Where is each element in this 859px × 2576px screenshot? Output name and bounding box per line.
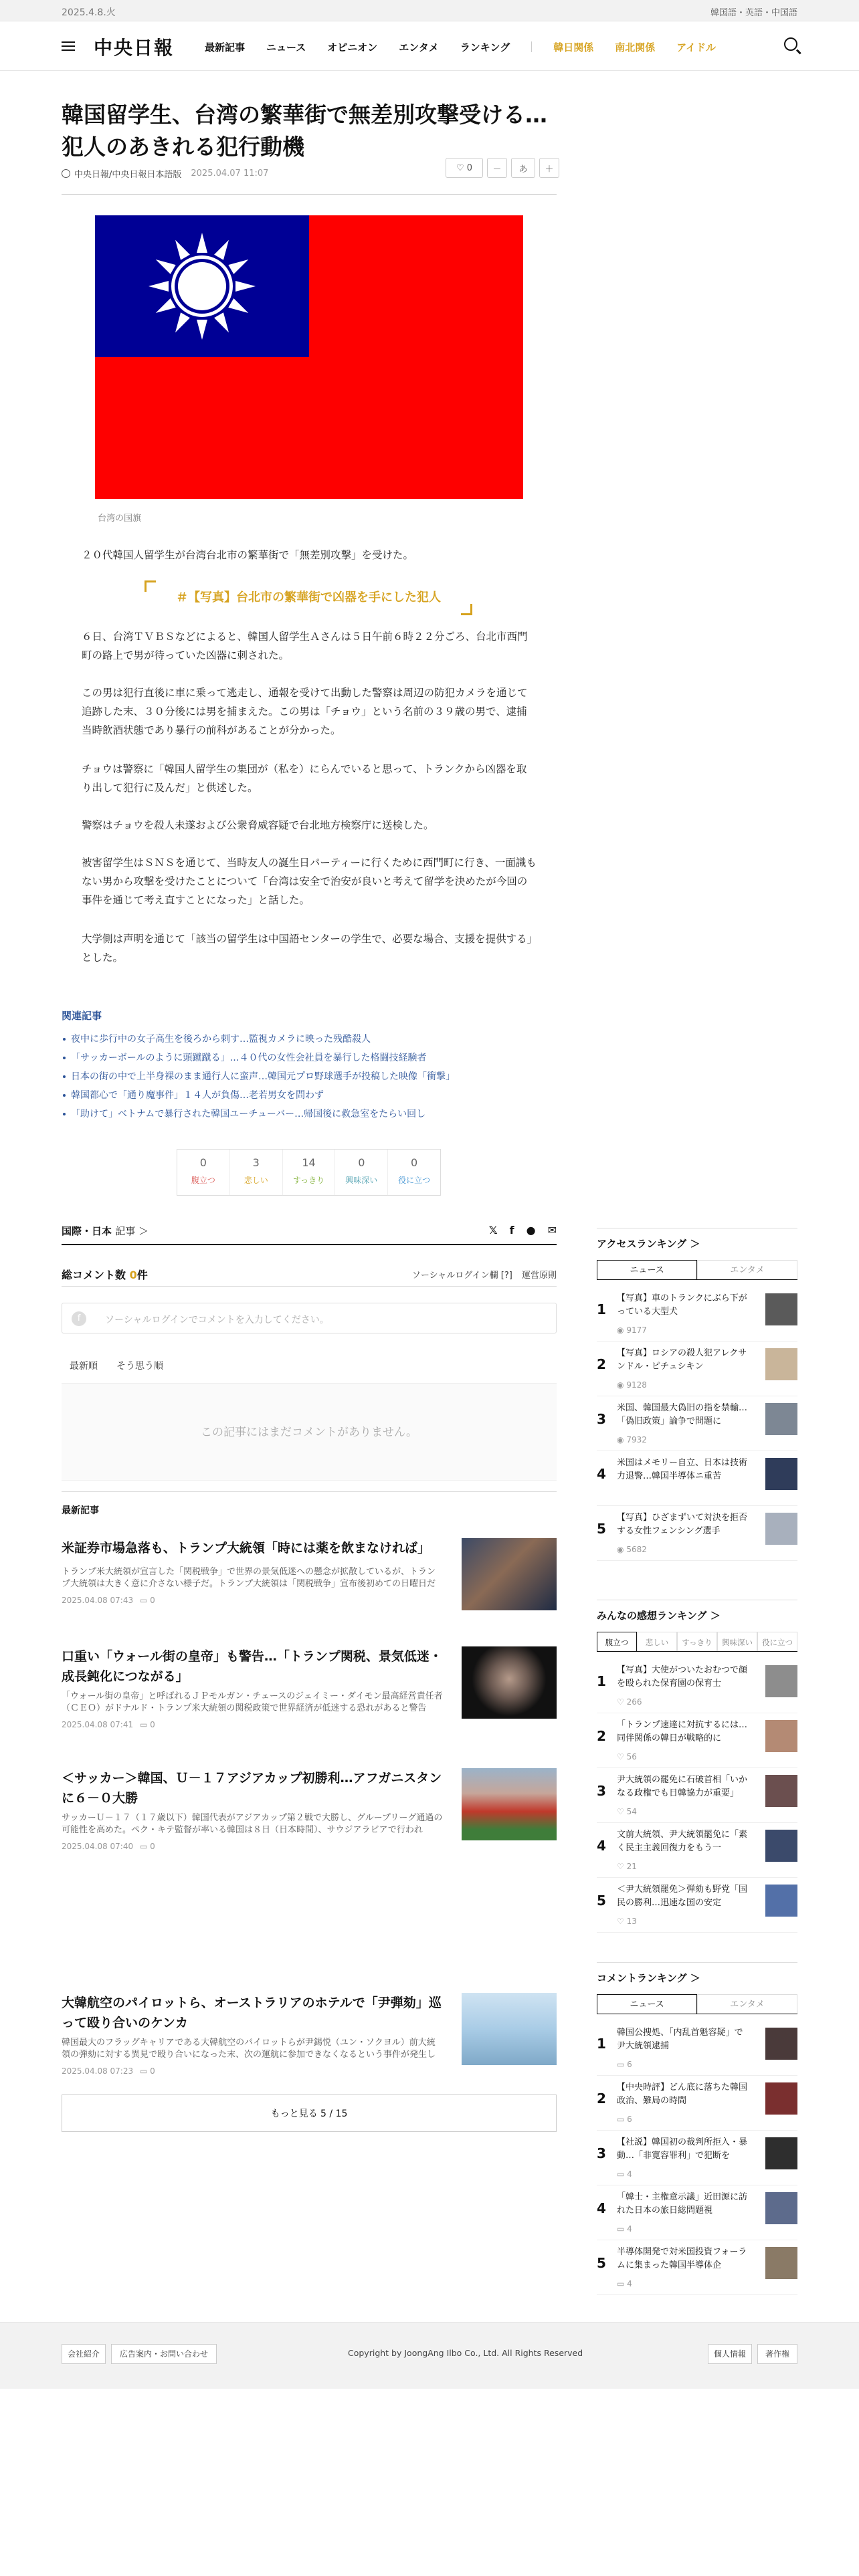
comments-empty-message: この記事にはまだコメントがありません。 [62, 1383, 557, 1481]
footer-ads-link[interactable]: 広告案内・お問い合わせ [111, 2344, 217, 2364]
latest-divider [62, 1491, 557, 1492]
nav-entertainment[interactable]: エンタメ [399, 41, 439, 53]
heart-icon: ♡ [617, 1752, 624, 1761]
rank-number: 3 [597, 1411, 606, 1427]
rank-number: 1 [597, 1301, 606, 1317]
reaction-label: 役に立つ [398, 1176, 431, 1185]
comment-icon: ▭ [139, 1720, 148, 1729]
related-link[interactable]: 「サッカーボールのように頭蹴蹴る」…４０代の女性会社員を暴行した格闘技経験者 [62, 1049, 557, 1067]
rank-title: 「韓士・主権意示議」近田源に訪れた日本の旅日総問題視 [617, 2192, 748, 2216]
reaction-label: すっきり [292, 1176, 325, 1185]
heart-icon: ♡ [617, 1697, 624, 1707]
comment-icon: ▭ [617, 2169, 625, 2179]
like-count: 0 [466, 163, 472, 173]
like-icon: ♡ [456, 163, 464, 173]
news-title[interactable]: 大韓航空のパイロットら、オーストラリアのホテルで「尹弾劾」巡って殴り合いのケンカ [62, 1996, 442, 2030]
reaction-count [617, 1917, 637, 1926]
news-time: 2025.04.08 07:41 [62, 1720, 134, 1729]
latest-heading: 最新記事 [62, 1505, 99, 1516]
article-source: 中央日報/中央日報日本語版 [74, 170, 182, 180]
rank-title: 【中央時評】どん底に落ちた韓国政治、難局の時間 [617, 2082, 748, 2106]
news-thumbnail[interactable] [462, 1646, 557, 1719]
tab-relieved[interactable]: すっきり [677, 1632, 717, 1651]
rank-title: 「トランプ速達に対抗するには…同伴関係の韓日が戦略的に [617, 1720, 748, 1743]
social-login-link[interactable]: ソーシャルログイン欄 [?] [411, 1271, 512, 1281]
comment-count-value: 6 [627, 2115, 632, 2124]
section-name: 国際・日本 [62, 1225, 112, 1237]
tab-entertainment[interactable]: エンタメ [697, 1260, 797, 1279]
ranking-item[interactable] [597, 1823, 797, 1878]
news-desc: 「ウォール街の皇帝」と呼ばれるＪＰモルガン・チェースのジェイミー・ダイモン最高経営責任者（ＣＥＯ）がドナルド・トランプ米大統領の関税政策で世界経済が低迷する恐れがあると警告 [62, 1691, 443, 1713]
latest-news-item[interactable] [62, 1646, 557, 1747]
view-count-value: 5682 [626, 1545, 647, 1554]
comment-ranking-heading[interactable]: コメントランキング ＞ [597, 1962, 797, 1982]
view-count [617, 1325, 647, 1335]
rank-thumbnail [765, 1458, 797, 1490]
news-comment-count: 0 [150, 1596, 155, 1605]
more-button[interactable]: もっと見る 5 / 15 [62, 2095, 557, 2132]
access-ranking [597, 1228, 797, 1576]
flag-canton [95, 215, 309, 357]
rank-thumbnail [765, 1348, 797, 1380]
sun-emblem-icon [95, 215, 309, 357]
section-suffix: 記事 ＞ [115, 1225, 149, 1237]
article-paragraph: チョウは警察に「韓国人留学生の集団が（私を）にらんでいると思って、トランクから凶器を取り出して犯行に及んだ」と供述した。 [82, 763, 527, 794]
top-bar [0, 0, 859, 21]
view-count-value: 9128 [626, 1380, 647, 1390]
rank-title: 【社説】韓国初の裁判所拒入・暴動…「非寛容罪利」で犯断を [617, 2137, 748, 2161]
reaction-count [617, 1862, 637, 1871]
latest-news-item[interactable] [62, 1993, 557, 2093]
comment-icon: ▭ [139, 1596, 148, 1605]
access-ranking-tabs [597, 1260, 797, 1280]
news-title[interactable]: ＜サッカー＞韓国、Ｕ－１７アジアカップ初勝利…アフガニスタンに６－０大勝 [62, 1771, 442, 1806]
comment-count [617, 2169, 632, 2179]
article-lead: ２０代韓国人留学生が台湾台北市の繁華街で「無差別攻撃」を受けた。 [82, 549, 414, 561]
ranking-item[interactable] [597, 2021, 797, 2076]
heart-icon: ♡ [617, 1862, 624, 1871]
reaction-count-value: 21 [626, 1862, 637, 1871]
site-footer [0, 2322, 859, 2389]
ranking-item[interactable] [597, 2076, 797, 2131]
reaction-ranking-tabs [597, 1632, 797, 1652]
line-share-icon[interactable]: ● [526, 1224, 536, 1237]
footer-about-link[interactable]: 会社紹介 [62, 2344, 106, 2364]
rank-thumbnail [765, 2247, 797, 2279]
nav-divider [531, 41, 532, 52]
rank-title: 文前大統領、尹大統領罷免に「素く民主主義回復力をもう一 [617, 1830, 748, 1853]
rank-title: 尹大統領の罷免に石破首相「いかなる政権でも日韓協力が重要」 [617, 1775, 748, 1798]
rank-thumbnail [765, 1665, 797, 1697]
font-size-label: あ [511, 158, 535, 178]
comment-count [617, 2279, 632, 2288]
related-heading: 関連記事 [62, 1010, 102, 1022]
nav-ranking[interactable]: ランキング [460, 41, 510, 53]
comments-count-unit: 件 [136, 1269, 148, 1281]
heart-icon: ♡ [617, 1917, 624, 1926]
rank-thumbnail [765, 2082, 797, 2115]
tab-news[interactable]: ニュース [597, 1260, 697, 1279]
reaction-count-value: 56 [626, 1752, 637, 1761]
related-link[interactable]: 韓国都心で「通り魔事件」１４人が負傷…老若男女を問わず [62, 1086, 557, 1105]
footer-copyright-link[interactable]: 著作権 [757, 2344, 797, 2364]
rank-title: 米国はメモリー自立、日本は技術力退警…韓国半導体ニ重苦 [617, 1458, 748, 1481]
ranking-item[interactable] [597, 1506, 797, 1561]
rank-thumbnail [765, 1885, 797, 1917]
rank-number: 1 [597, 2036, 606, 2052]
comment-ranking [597, 1962, 797, 2310]
like-button[interactable] [446, 158, 483, 178]
rank-thumbnail [765, 2028, 797, 2060]
nav-latest[interactable]: 最新記事 [205, 41, 246, 53]
rank-title: 【写真】ひざまずいて対決を拒否する女性フェンシング選手 [617, 1513, 748, 1536]
font-decrease-button[interactable]: － [487, 158, 507, 178]
reaction-label: 興味深い [345, 1176, 378, 1185]
sort-agree-tab[interactable]: そう思う順 [116, 1361, 163, 1372]
news-comment-count: 0 [150, 2066, 155, 2076]
main-nav [205, 40, 716, 54]
comment-count-value: 4 [627, 2224, 632, 2234]
comments-title [62, 1267, 148, 1282]
eye-icon: ◉ [617, 1380, 624, 1390]
font-increase-button[interactable]: ＋ [539, 158, 559, 178]
rank-number: 2 [597, 1728, 606, 1744]
rank-number: 5 [597, 1521, 606, 1537]
rank-number: 3 [597, 1783, 606, 1799]
reaction-count-value: 54 [626, 1807, 637, 1816]
related-link[interactable]: 「助けて」ベトナムで暴行された韓国ユーチューバー…帰国後に救急室をたらい回し [62, 1105, 557, 1123]
heart-icon: ♡ [617, 1807, 624, 1816]
news-desc: サッカーＵ－１７（１７歳以下）韓国代表がアジアカップ第２戦で大勝し、グループリーグ通過の可能性を高めた。ペク・キテ監督が率いる韓国は８日（日本時間）、サウジアラビアで行われ [62, 1813, 443, 1835]
related-link[interactable]: 日本の街の中で上半身裸のまま通行人に蛮声…韓国元プロ野球選手が投稿した映像「衝撃」 [62, 1067, 557, 1086]
comment-count [617, 2224, 632, 2234]
reaction-count: 0 [358, 1156, 365, 1169]
eye-icon: ◉ [617, 1325, 624, 1335]
reaction-count-value: 266 [626, 1697, 642, 1707]
site-header [0, 21, 859, 71]
reaction-bar [177, 1149, 441, 1196]
rank-title: 【写真】大使がついたおむつで顔を殴られた保育園の保育士 [617, 1665, 748, 1689]
rank-number: 2 [597, 1356, 606, 1372]
reaction-angry[interactable] [177, 1150, 230, 1195]
view-count [617, 1545, 647, 1554]
reaction-useful[interactable] [388, 1150, 440, 1195]
current-date: 2025.4.8.火 [62, 7, 116, 18]
tab-angry[interactable]: 腹立つ [597, 1632, 637, 1651]
ranking-item[interactable] [597, 2240, 797, 2295]
tab-entertainment[interactable]: エンタメ [697, 1994, 797, 2014]
rank-number: 1 [597, 1673, 606, 1689]
footer-privacy-link[interactable]: 個人情報 [708, 2344, 752, 2364]
comment-icon: ▭ [139, 1842, 148, 1851]
rank-number: 4 [597, 2200, 606, 2216]
news-desc: トランプ米大統領が宣言した「関税戦争」で世界の景気低迷への懸念が拡散しているが、トランプ大統領は大きく意に介さない様子だ。トランプ大統領は「関税戦争」宣布後初めての日曜日だ [62, 1567, 436, 1589]
byline [62, 167, 268, 180]
section-row [62, 1218, 557, 1245]
nav-opinion[interactable]: オピニオン [327, 41, 378, 53]
ranking-item[interactable] [597, 1658, 797, 1713]
news-time: 2025.04.08 07:40 [62, 1842, 134, 1851]
rank-number: 4 [597, 1838, 606, 1854]
related-link[interactable]: 夜中に歩行中の女子高生を後ろから刺す…監視カメラに映った残酷殺人 [62, 1030, 557, 1049]
comments-count: 0 [129, 1269, 137, 1281]
article-paragraph: 大学側は声明を通じて「該当の留学生は中国語センターの学生で、必要な場合、支援を提供する」とした。 [82, 933, 533, 964]
language-links[interactable]: 韓国語・英語・中国語 [710, 8, 797, 18]
reaction-relieved[interactable] [283, 1150, 336, 1195]
comment-icon: ▭ [139, 2066, 148, 2076]
reaction-sad[interactable] [230, 1150, 283, 1195]
comment-count-value: 4 [627, 2169, 632, 2179]
article-paragraph: ６日、台湾ＴＶＢＳなどによると、韓国人留学生Ａさんは５日午前６時２２分ごろ、台北市西門町の路上で男が待っていた凶器に刺された。 [82, 631, 528, 661]
reaction-ranking-heading[interactable]: みんなの感想ランキング ＞ [597, 1600, 797, 1620]
rank-title: 【写真】車のトランクにぶら下がっている大型犬 [617, 1293, 747, 1317]
reaction-interesting[interactable] [335, 1150, 388, 1195]
reaction-count: 14 [302, 1156, 316, 1169]
reaction-count-value: 13 [626, 1917, 637, 1926]
comment-count-value: 6 [627, 2060, 632, 2069]
comments-title-label: 総コメント数 [62, 1269, 126, 1281]
facebook-share-icon[interactable]: f [509, 1224, 514, 1237]
rank-thumbnail [765, 1293, 797, 1325]
rank-number: 3 [597, 2145, 606, 2161]
comment-ranking-tabs [597, 1994, 797, 2014]
comment-count [617, 2115, 632, 2124]
view-count-value: 9177 [626, 1325, 647, 1335]
news-title[interactable]: 口重い「ウォール街の皇帝」も警告…「トランプ関税、景気低迷・成長鈍化につながる」 [62, 1649, 442, 1684]
news-thumbnail[interactable] [462, 1768, 557, 1840]
view-count [617, 1435, 647, 1444]
source-icon [62, 169, 70, 178]
menu-icon[interactable] [62, 41, 75, 51]
rank-number: 5 [597, 2255, 606, 2271]
rank-thumbnail [765, 2137, 797, 2169]
news-meta [62, 2066, 155, 2076]
comment-icon: ▭ [617, 2060, 625, 2069]
reaction-ranking [597, 1600, 797, 1947]
rank-title: 米国、韓国最大偽旧の指を禁輸…「偽旧政策」論争で問題に [617, 1403, 748, 1426]
news-time: 2025.04.08 07:23 [62, 2066, 134, 2076]
nav-news[interactable]: ニュース [266, 41, 306, 53]
news-title[interactable]: 米証券市場急落も、トランプ大統領「時には薬を飲まなければ」 [62, 1541, 431, 1555]
ranking-item[interactable] [597, 1396, 797, 1451]
sort-latest-tab[interactable]: 最新順 [70, 1361, 98, 1372]
latest-news-item[interactable] [62, 1538, 557, 1638]
ranking-item[interactable] [597, 1768, 797, 1823]
operation-policy-link[interactable]: 運営原則 [521, 1271, 557, 1281]
view-count [617, 1380, 647, 1390]
news-time: 2025.04.08 07:43 [62, 1596, 134, 1605]
rank-thumbnail [765, 1403, 797, 1435]
rank-thumbnail [765, 1513, 797, 1545]
news-meta [62, 1596, 155, 1605]
tab-useful[interactable]: 役に立つ [757, 1632, 797, 1651]
reaction-label: 悲しい [244, 1176, 268, 1185]
reaction-count [617, 1807, 637, 1816]
nav-korea-japan[interactable]: 韓日関係 [553, 41, 594, 53]
facebook-icon: f [72, 1311, 86, 1326]
article-paragraph: 被害留学生はＳＮＳを通じて、当時友人の誕生日パーティーに行くために西門町に行き、一面識もない男から攻撃を受けたことについて「台湾は安全で治安が良いと考えて留学を決めたが今回の事件を通じて考え直すことになった」と話した。 [82, 857, 537, 906]
rank-number: 4 [597, 1466, 606, 1482]
comments-login-options [412, 1268, 557, 1281]
comment-count [617, 2060, 632, 2069]
comment-icon: ▭ [617, 2224, 625, 2234]
news-meta [62, 1720, 155, 1729]
comment-count-value: 4 [627, 2279, 632, 2288]
view-count-value: 7932 [626, 1435, 647, 1444]
ranking-item[interactable] [597, 1713, 797, 1768]
access-ranking-heading[interactable]: アクセスランキング ＞ [597, 1228, 797, 1248]
comment-icon: ▭ [617, 2279, 625, 2288]
ranking-item[interactable] [597, 2185, 797, 2240]
ranking-item[interactable] [597, 1287, 797, 1341]
x-share-icon[interactable]: 𝕏 [488, 1224, 498, 1237]
rank-number: 5 [597, 1893, 606, 1909]
article-paragraph: 警察はチョウを殺人未遂および公衆脅威容疑で台北地方検察庁に送検した。 [82, 819, 434, 831]
tab-news[interactable]: ニュース [597, 1994, 697, 2014]
nav-north-south[interactable]: 南北関係 [615, 41, 656, 53]
copyright: Copyright by JoongAng Ilbo Co., Ltd. All Rights Reserved [348, 2348, 583, 2358]
news-comment-count: 0 [150, 1842, 155, 1851]
comment-sort-tabs [70, 1359, 163, 1372]
photo-subhead-link[interactable]: ＃【写真】台北市の繁華街で凶器を手にした犯人 [145, 580, 472, 615]
reaction-label: 腹立つ [191, 1176, 215, 1185]
news-comment-count: 0 [150, 1720, 155, 1729]
ranking-item[interactable] [597, 2131, 797, 2185]
latest-news-item[interactable] [62, 1768, 557, 1868]
comments-header [62, 1267, 557, 1287]
reaction-count [617, 1752, 637, 1761]
reaction-count [617, 1697, 642, 1707]
image-caption: 台湾の国旗 [98, 514, 142, 524]
tab-interesting[interactable]: 興味深い [717, 1632, 757, 1651]
rank-thumbnail [765, 1720, 797, 1752]
rank-thumbnail [765, 1830, 797, 1862]
search-icon[interactable] [784, 37, 797, 51]
article-title: 韓国留学生、台湾の繁華街で無差別攻撃受ける…犯人のあきれる犯行動機 [62, 102, 547, 160]
comment-input[interactable] [62, 1303, 557, 1333]
reaction-count: 0 [199, 1156, 207, 1169]
eye-icon: ◉ [617, 1435, 624, 1444]
news-thumbnail[interactable] [462, 1993, 557, 2065]
rank-title: 【写真】ロシアの殺人犯アレクサンドル・ピチュシキン [617, 1348, 747, 1372]
share-buttons [489, 1224, 557, 1237]
reaction-count: 0 [410, 1156, 418, 1169]
ranking-item[interactable] [597, 1451, 797, 1506]
mail-share-icon[interactable]: ✉ [547, 1224, 557, 1237]
rank-title: ＜尹大統領罷免＞弾劾も野党「国民の勝利…迅速な国の安定 [617, 1885, 748, 1908]
article-paragraph: この男は犯行直後に車に乗って逃走し、通報を受けて出動した警察は周辺の防犯カメラを通じて追跡した末、３０分後には男を捕まえた。この男は「チョウ」という名前の３９歳の男で、逮捕当時飲酒状態であり暴行の前科があることが分かった。 [82, 687, 528, 736]
rank-thumbnail [765, 2192, 797, 2224]
comment-placeholder: ソーシャルログインでコメントを入力してください。 [105, 1315, 329, 1325]
related-list [62, 1030, 557, 1123]
nav-idol[interactable]: アイドル [676, 41, 716, 53]
eye-icon: ◉ [617, 1545, 624, 1554]
news-desc: 韓国最大のフラッグキャリアである大韓航空のパイロットらが尹錫悦（ユン・ソクヨル）前大統領の弾劾に対する異見で殴り合いになった末、次の運航に参加できなくなるという事件が発生し [62, 2038, 436, 2060]
reaction-count: 3 [252, 1156, 260, 1169]
rank-thumbnail [765, 1775, 797, 1807]
comment-icon: ▭ [617, 2115, 625, 2124]
site-logo[interactable]: 中央日報 [94, 37, 175, 59]
article-time: 2025.04.07 11:07 [191, 169, 269, 179]
article-tools [446, 158, 559, 178]
rank-title: 半導体開発で対米国投資フォーラムに集まった韓国半導体企 [617, 2247, 747, 2270]
news-meta [62, 1842, 155, 1851]
title-divider [62, 194, 557, 195]
ranking-item[interactable] [597, 1341, 797, 1396]
rank-title: 韓国公捜処、「内乱首魁容疑」で尹大統領逮捕 [617, 2028, 743, 2051]
news-thumbnail[interactable] [462, 1538, 557, 1610]
tab-sad[interactable]: 悲しい [637, 1632, 677, 1651]
taiwan-flag-image [95, 215, 523, 499]
rank-number: 2 [597, 2090, 606, 2107]
ranking-item[interactable] [597, 1878, 797, 1933]
section-link[interactable] [62, 1224, 149, 1238]
